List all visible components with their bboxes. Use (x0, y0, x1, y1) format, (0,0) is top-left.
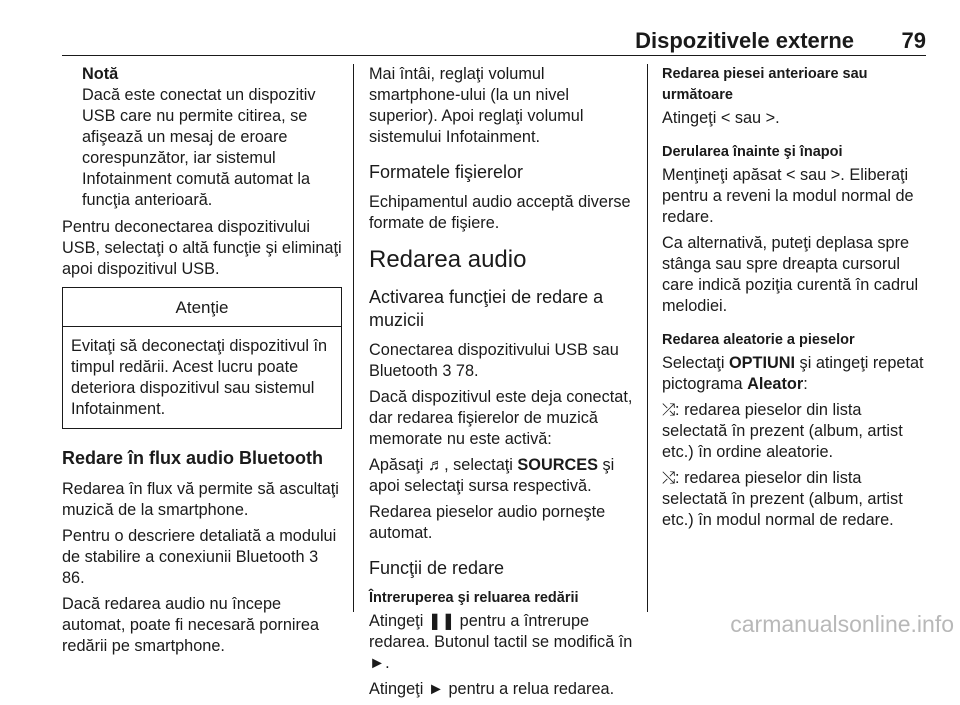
paragraph: Ca alternativă, puteţi deplasa spre stânga sau spre dreapta cursorul care indică poziţia curentă în cadrul melodiei. (662, 234, 919, 315)
section-heading-bluetooth: Redare în flux audio Bluetooth (62, 448, 324, 468)
subheading-random: Redarea aleatorie a pieselor (662, 332, 855, 348)
paragraph: Echipamentul audio acceptă diverse formate de fişiere. (369, 193, 631, 232)
paragraph (369, 455, 635, 497)
paragraph: Pentru o descriere detaliată a modului de stabilire a conexiunii Bluetooth 3 86. (62, 527, 337, 587)
page-header (0, 0, 960, 58)
column-middle (369, 64, 635, 705)
column-divider-1 (353, 64, 354, 612)
paragraph: Dacă dispozitivul este deja conectat, dar redarea fişierelor de muzică memorate nu este activă: (369, 388, 633, 448)
paragraph: Pentru deconectarea dispozitivului USB, selectaţi o altă funcţie şi eliminaţi apoi dispozitivul USB. (62, 218, 342, 278)
text-run: şi apoi selectaţi sursa respectivă. (369, 456, 615, 495)
subheading-scroll: Derularea înainte şi înapoi (662, 144, 843, 160)
page-number: 79 (901, 28, 926, 53)
sources-label: SOURCES (517, 456, 598, 474)
chapter-title: Dispozitivele externe (635, 28, 854, 53)
section-heading-audio: Redarea audio (369, 246, 527, 273)
paragraph: ⤮: redarea pieselor din lista selectată în prezent (album, artist etc.) în ordine aleatorie. (662, 401, 903, 461)
note-title: Notă (82, 65, 119, 83)
paragraph: Redarea în flux vă permite să ascultaţi muzică de la smartphone. (62, 480, 339, 519)
paragraph: Conectarea dispozitivului USB sau Bluetooth 3 78. (369, 341, 619, 380)
column-right (662, 64, 930, 536)
subheading-activate: Activarea funcţiei de redare a muzicii (369, 287, 604, 330)
paragraph: Atingeţi < sau >. (662, 109, 780, 127)
paragraph (662, 353, 930, 395)
paragraph: ⤭: redarea pieselor din lista selectată în prezent (album, artist etc.) în modul normal de redare. (662, 469, 903, 529)
section-heading-formats: Formatele fişierelor (369, 162, 524, 182)
text-run: şi atingeţi repetat pictograma (662, 354, 924, 393)
column-left (62, 64, 342, 662)
paragraph: Atingeţi ❚❚ pentru a întrerupe redarea. Butonul tactil se modifică în ►. (369, 612, 633, 672)
text-run: Selectaţi (662, 354, 729, 372)
note-block (62, 64, 342, 211)
warning-title: Atenţie (63, 288, 341, 327)
text-run: : (803, 375, 808, 393)
note-text: Dacă este conectat un dispozitiv USB care nu permite citirea, se afişează un mesaj de eroare corespunzător, iar sistemul Infotainment comută automat la funcţia anterioară. (82, 86, 316, 209)
subheading-functions: Funcţii de redare (369, 558, 505, 578)
paragraph: Menţineţi apăsat < sau >. Eliberaţi pentru a reveni la modul normal de redare. (662, 166, 914, 226)
warning-text: Evitaţi să deconectaţi dispozitivul în timpul redării. Acest lucru poate deteriora dispozitivul sau sistemul Infotainment. (71, 337, 328, 418)
random-label: Aleator (747, 375, 804, 393)
column-divider-2 (647, 64, 648, 612)
subheading-pause: Întreruperea şi reluarea redării (369, 590, 579, 606)
paragraph: Atingeţi ► pentru a relua redarea. (369, 680, 615, 698)
paragraph: Mai întâi, reglaţi volumul smartphone-ului (la un nivel superior). Apoi reglaţi volumul sistemului Infotainment. (369, 65, 584, 146)
paragraph: Redarea pieselor audio porneşte automat. (369, 503, 606, 542)
paragraph: Dacă redarea audio nu începe automat, poate fi necesară pornirea redării pe smartphone. (62, 595, 320, 655)
options-label: OPTIUNI (728, 354, 796, 372)
header-rule (62, 55, 926, 56)
subheading-prev-next: Redarea piesei anterioare sau următoare (662, 66, 868, 103)
text-run: Apăsaţi ♬, selectaţi (369, 456, 518, 474)
watermark: carmanualsonline.info (730, 611, 954, 637)
warning-box (62, 287, 342, 429)
